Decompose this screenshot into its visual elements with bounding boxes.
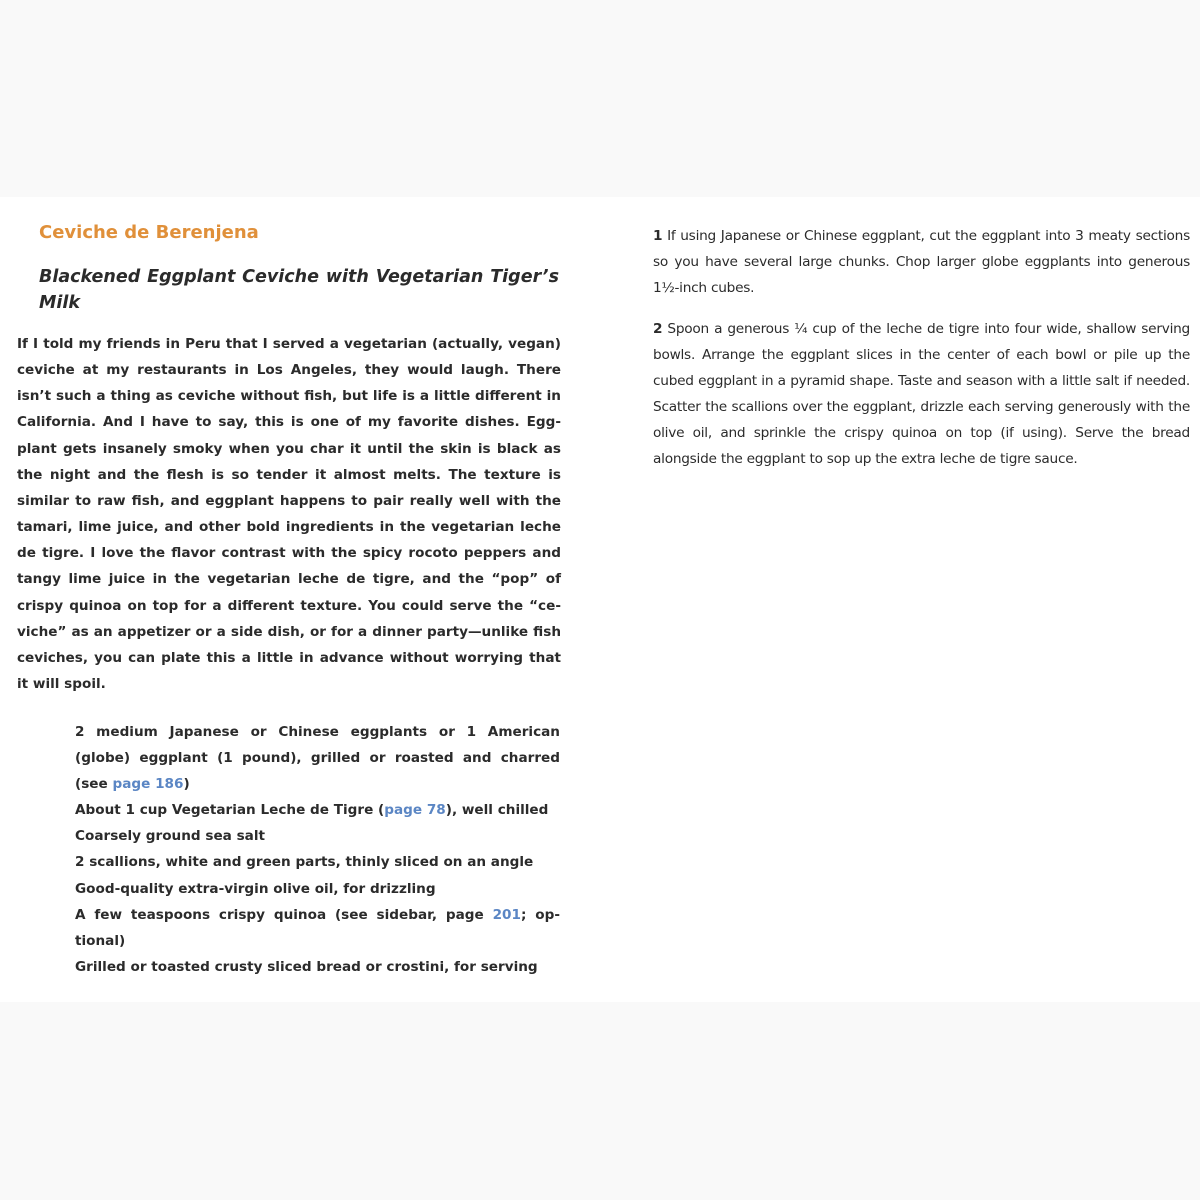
step-number: 2 <box>653 321 663 337</box>
recipe-intro: If I told my friends in Peru that I served a vegetarian (actually, vegan) ceviche at my restaurants in Los Angeles, they would laugh. There isn’t such a thing as ceviche without fish, but life is a little different in California. And I have to say, this is one of my favorite dishes. Eggplant gets insanely smoky when you char it until the skin is black as the night and the flesh is so tender it almost melts. The texture is similar to raw fish, and eggplant happens to pair really well with the tamari, lime juice, and other bold ingredients in the vegetarian leche de tigre. I love the flavor contrast with the spicy rocoto peppers and tangy lime juice in the vegetarian leche de tigre, and the “pop” of crispy quinoa on top for a different texture. You could serve the “ceviche” as an appetizer or a side dish, or for a dinner party—unlike fish ceviches, you can plate this a little in advance without worrying that it will spoil. <box>17 336 561 693</box>
ingredient-item: Coarsely ground sea salt <box>75 828 265 845</box>
ingredient-text: 2 medium Japanese or Chinese eggplants or 1 American (globe) eggplant (1 pound), grilled or roasted and charred (see <box>75 724 560 793</box>
page-link[interactable]: 201 <box>492 906 521 923</box>
page-link[interactable]: page 78 <box>384 802 446 819</box>
ingredient-text: About 1 cup Vegetarian Leche de Tigre ( <box>75 802 385 819</box>
step-number: 1 <box>653 228 663 244</box>
ingredient-text: A few teaspoons crispy quinoa (see sidebar, page <box>75 906 493 923</box>
ingredient-item: Grilled or toasted crusty sliced bread or crostini, for serving <box>75 958 538 975</box>
ingredient-list <box>75 719 560 980</box>
book-page <box>0 197 1200 1002</box>
ingredient-text: ) <box>183 776 190 793</box>
ingredient-item: Good-quality extra-virgin olive oil, for drizzling <box>75 880 436 897</box>
step-text: If using Japanese or Chinese eggplant, cut the eggplant into 3 meaty sections so you have several large chunks. Chop larger globe eggplants into generous 1½-inch cubes. <box>653 228 1190 297</box>
recipe-title: Ceviche de Berenjena <box>39 222 259 243</box>
ingredient-item <box>75 797 560 823</box>
page-link[interactable]: page 186 <box>112 776 184 793</box>
method-step <box>653 316 1190 473</box>
ingredient-text: ; optional) <box>75 906 560 949</box>
recipe-subtitle: Blackened Eggplant Ceviche with Vegetarian Tiger’s Milk <box>39 267 559 313</box>
ingredient-text: ), well chilled <box>445 802 549 819</box>
ingredient-item <box>75 902 560 954</box>
method-step <box>653 223 1190 301</box>
ingredient-item <box>75 719 560 797</box>
ingredient-item: 2 scallions, white and green parts, thinly sliced on an angle <box>75 854 534 871</box>
step-text: Spoon a generous ¼ cup of the leche de tigre into four wide, shallow serving bowls. Arrange the eggplant slices in the center of each bowl or pile up the cubed eggplant in a pyramid shape. Taste and season with a little salt if needed. Scatter the scallions over the eggplant, drizzle each serving generously with the olive oil, and sprinkle the crispy quinoa on top (if using). Serve the bread alongside the eggplant to sop up the extra leche de tigre sauce. <box>653 321 1190 468</box>
